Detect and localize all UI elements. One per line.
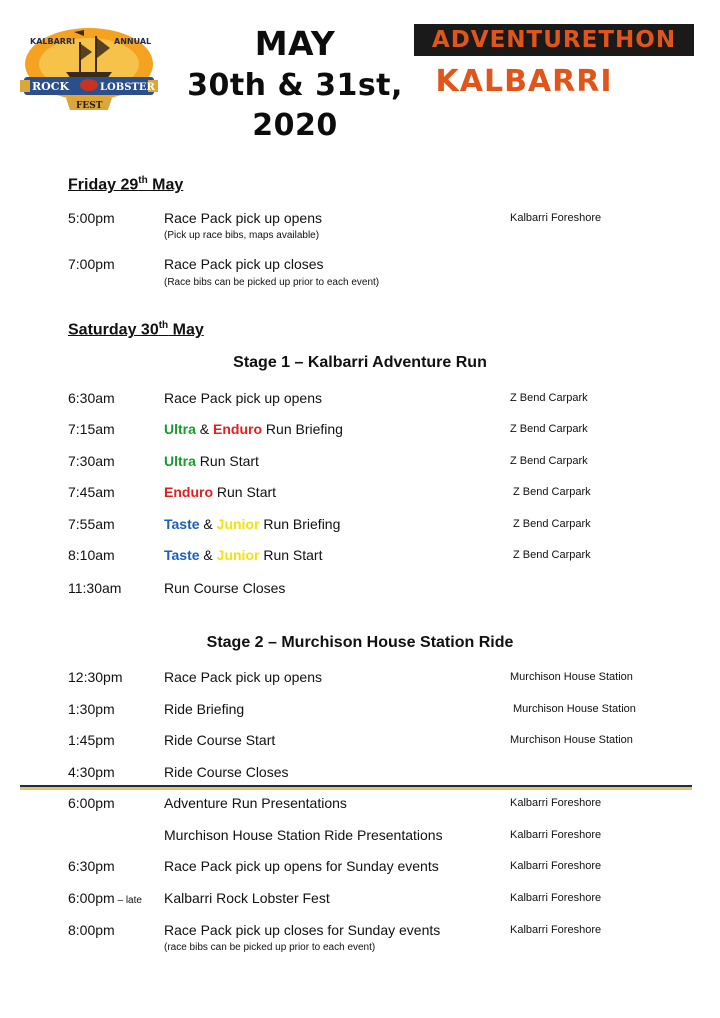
row-location: Murchison House Station [513, 703, 636, 715]
row-description [164, 547, 322, 563]
row-location: Z Bend Carpark [510, 423, 588, 435]
row-description: Race Pack pick up closes [164, 256, 324, 272]
category-ultra: Ultra [164, 421, 196, 437]
row-time: 7:00pm [68, 256, 115, 272]
row-description: Race Pack pick up opens [164, 390, 322, 406]
schedule-row [0, 484, 720, 504]
category-enduro: Enduro [164, 484, 213, 500]
schedule-row [0, 764, 720, 784]
row-description-rest: Run Start [195, 453, 259, 469]
row-time: 11:30am [68, 580, 122, 596]
row-location: Kalbarri Foreshore [510, 860, 602, 872]
schedule-row [0, 547, 720, 567]
row-description: Race Pack pick up opens [164, 210, 322, 226]
category-taste: Taste [164, 516, 200, 532]
schedule-row [0, 390, 720, 410]
row-description: Race Pack pick up opens [164, 669, 322, 685]
stage-2-title: Stage 2 – Murchison House Station Ride [206, 634, 514, 651]
schedule-row [0, 421, 720, 441]
schedule-row [0, 256, 720, 276]
schedule-row [0, 890, 720, 910]
row-description-rest: Run Briefing [259, 516, 341, 532]
row-description: Ride Course Closes [164, 764, 289, 780]
row-time: 1:30pm [68, 701, 115, 717]
row-time: 7:45am [68, 484, 115, 500]
row-location: Kalbarri Foreshore [510, 829, 602, 841]
schedule-row [0, 858, 720, 878]
schedule-row [0, 701, 720, 721]
row-location: Kalbarri Foreshore [510, 212, 602, 224]
rock-lobster-fest-logo [18, 22, 160, 114]
row-joiner: & [199, 547, 217, 563]
logo-text-kalbarri: KALBARRI [30, 37, 76, 46]
schedule-row [0, 580, 720, 600]
row-description: Run Course Closes [164, 580, 286, 596]
date-month: MAY [254, 24, 336, 63]
row-time: 7:30am [68, 453, 115, 469]
row-location: Murchison House Station [510, 671, 633, 683]
day-heading-month: May [147, 176, 184, 194]
row-time: 6:00pm [68, 795, 115, 811]
row-note: (Pick up race bibs, maps available) [164, 230, 320, 241]
schedule-row [0, 669, 720, 689]
event-dates [160, 24, 430, 146]
row-location: Z Bend Carpark [513, 518, 591, 530]
logo-text-fest: FEST [76, 101, 103, 111]
day-heading-ordinal: th [158, 320, 169, 331]
row-time: 12:30pm [68, 669, 123, 685]
row-location: Z Bend Carpark [510, 455, 588, 467]
row-description-rest: Run Briefing [262, 421, 343, 437]
row-time-suffix: – late [114, 895, 142, 906]
schedule-row [0, 516, 720, 536]
row-description: Murchison House Station Ride Presentations [164, 827, 443, 843]
schedule-row [0, 453, 720, 473]
logo-text-annual: ANNUAL [114, 37, 152, 46]
category-junior: Junior [216, 516, 260, 532]
row-description: Ride Briefing [164, 701, 245, 717]
row-description: Race Pack pick up closes for Sunday events [164, 922, 441, 938]
schedule-row [0, 795, 720, 815]
schedule-row [0, 210, 720, 230]
row-time: 1:45pm [68, 732, 115, 748]
row-location: Kalbarri Foreshore [510, 892, 602, 904]
row-description [164, 484, 276, 500]
row-time-start: 6:00pm [68, 890, 115, 906]
row-description: Kalbarri Rock Lobster Fest [164, 890, 330, 906]
row-description [164, 421, 343, 437]
row-note: (race bibs can be picked up prior to each event) [164, 942, 376, 953]
row-description-rest: Run Start [213, 484, 277, 500]
row-note: (Race bibs can be picked up prior to each event) [164, 277, 380, 288]
date-days: 30th & 31st, 2020 [187, 68, 403, 143]
stage-1-title: Stage 1 – Kalbarri Adventure Run [233, 354, 487, 371]
row-location: Z Bend Carpark [513, 549, 591, 561]
row-time [68, 890, 142, 906]
row-time: 4:30pm [68, 764, 115, 780]
category-enduro: Enduro [213, 421, 263, 437]
row-description [164, 453, 259, 469]
logo-text-lobster: LOBSTER [100, 82, 155, 93]
row-time: 7:15am [68, 421, 115, 437]
row-description: Race Pack pick up opens for Sunday events [164, 858, 439, 874]
day-heading-text: Friday 29 [68, 176, 139, 194]
row-location: Kalbarri Foreshore [510, 797, 602, 809]
row-description-rest: Run Start [259, 547, 323, 563]
day-heading-friday [68, 175, 183, 194]
category-ultra: Ultra [164, 453, 196, 469]
brand-location: KALBARRI [435, 64, 613, 99]
day-heading-saturday [68, 320, 204, 339]
row-description [164, 516, 340, 532]
day-heading-ordinal: th [138, 175, 148, 186]
section-divider [20, 785, 692, 790]
row-description: Ride Course Start [164, 732, 276, 748]
category-junior: Junior [216, 547, 260, 563]
row-time: 6:30am [68, 390, 115, 406]
row-location: Z Bend Carpark [513, 486, 591, 498]
row-joiner: & [199, 516, 217, 532]
adventurethon-brand [414, 24, 694, 99]
schedule-row [0, 922, 720, 942]
row-joiner: & [195, 421, 214, 437]
row-time: 8:00pm [68, 922, 115, 938]
row-location: Kalbarri Foreshore [510, 924, 602, 936]
schedule-row [0, 732, 720, 752]
row-time: 7:55am [68, 516, 115, 532]
row-description: Adventure Run Presentations [164, 795, 347, 811]
row-location: Z Bend Carpark [510, 392, 588, 404]
row-location: Murchison House Station [510, 734, 633, 746]
row-time: 5:00pm [68, 210, 115, 226]
row-time: 6:30pm [68, 858, 115, 874]
category-taste: Taste [164, 547, 200, 563]
row-time: 8:10am [68, 547, 115, 563]
day-heading-text: Saturday 30 [68, 321, 159, 339]
brand-name: ADVENTURETHON [414, 24, 694, 56]
day-heading-month: May [168, 321, 204, 339]
schedule-row [0, 827, 720, 847]
logo-text-rock: ROCK [32, 80, 70, 93]
